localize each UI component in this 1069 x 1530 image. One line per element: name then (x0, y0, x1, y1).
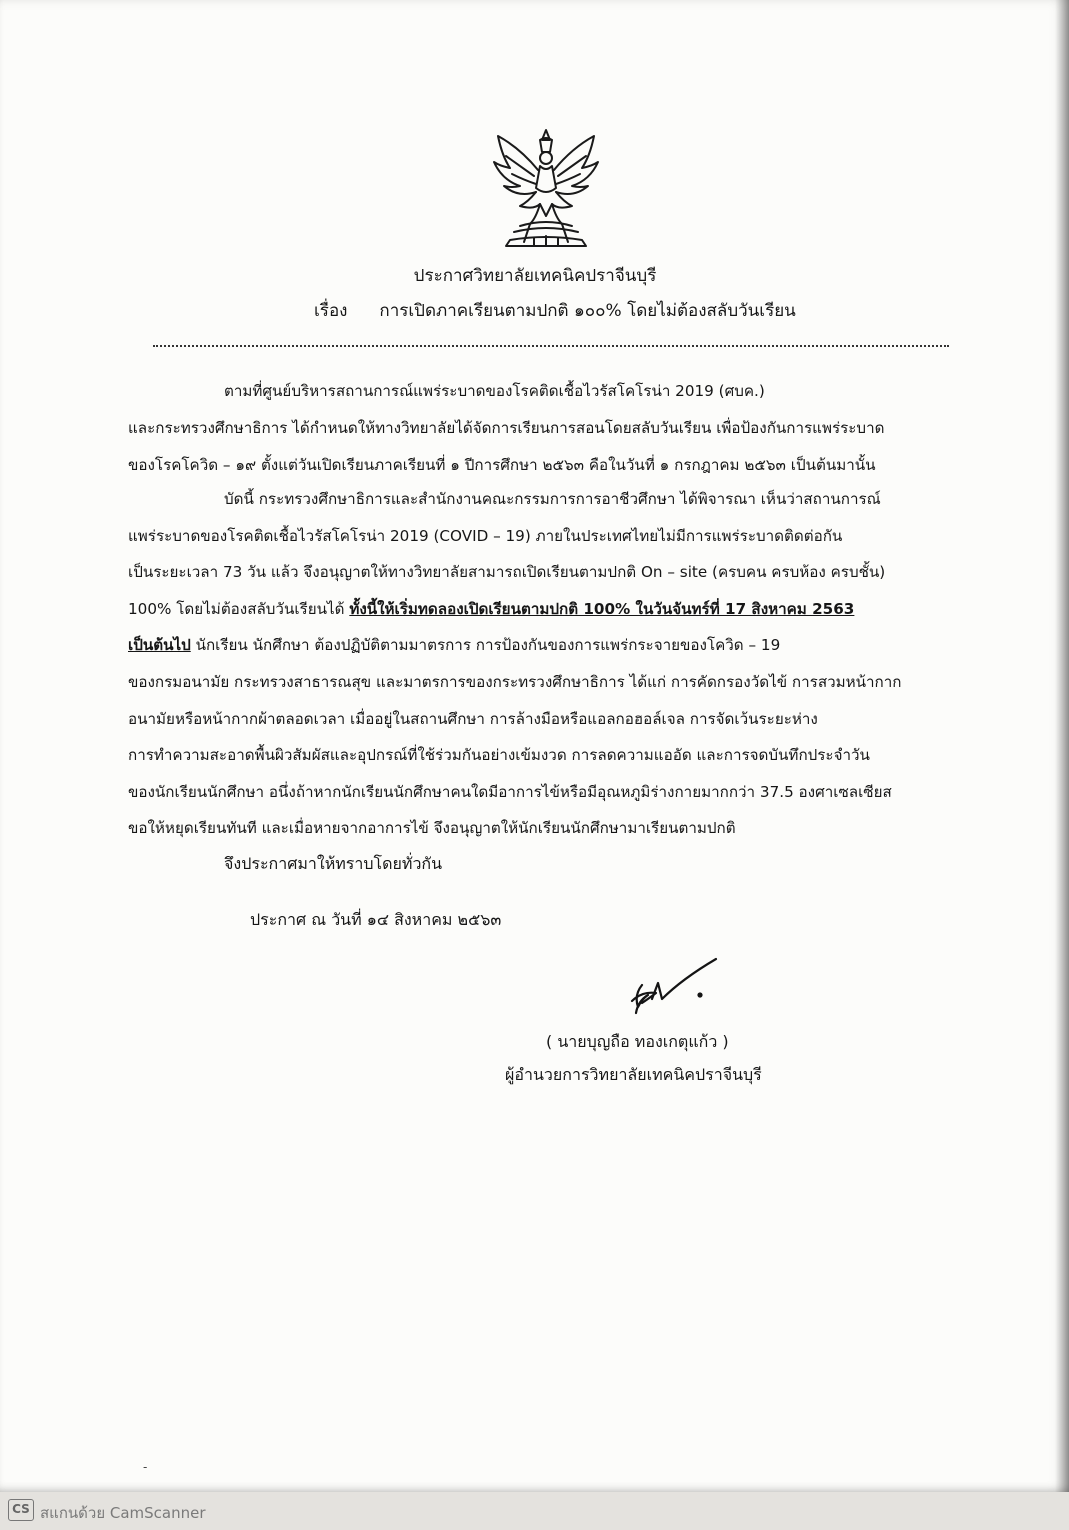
emphasized-onward: เป็นต้นไป (128, 636, 191, 655)
paragraph-announcement (128, 481, 901, 847)
camscanner-logo-icon: CS (8, 1499, 34, 1521)
paragraph-line: ขอให้หยุดเรียนทันที และเมื่อหายจากอาการไข้ จึงอนุญาตให้นักเรียนนักศึกษามาเรียนตามปกติ (128, 819, 736, 838)
paragraph-line: อนามัยหรือหน้ากากผ้าตลอดเวลา เมื่ออยู่ในสถานศึกษา การล้างมือหรือแอลกอฮอล์เจล การจัดเว้นระยะห่าง (128, 709, 818, 728)
signer-title: ผู้อำนวยการวิทยาลัยเทคนิคปราจีนบุรี (505, 1065, 762, 1084)
subject-line (314, 297, 796, 324)
dotted-divider (153, 345, 949, 347)
closing-statement: จึงประกาศมาให้ทราบโดยทั่วกัน (224, 854, 443, 873)
paragraph-line: เป็นระยะเวลา 73 วัน แล้ว จึงอนุญาตให้ทางวิทยาลัยสามารถเปิดเรียนตามปกติ On – site (ครบคน ครบห้อง ครบชั้น) (128, 563, 886, 582)
paragraph-line: ของกรมอนามัย กระทรวงสาธารณสุข และมาตรการของกระทรวงศึกษาธิการ ได้แก่ การคัดกรองวัดไข้ การสวมหน้ากาก (128, 672, 902, 691)
paragraph-line: แพร่ระบาดของโรคติดเชื้อไวรัสโคโรน่า 2019 (COVID – 19) ภายในประเทศไทยไม่มีการแพร่ระบาดติดต่อกัน (128, 526, 843, 545)
paragraph-line: ของนักเรียนนักศึกษา อนึ่งถ้าหากนักเรียนนักศึกษาคนใดมีอาการไข้หรือมีอุณหภูมิร่างกายมากกว่า 37.5 องศาเซลเซียส (128, 782, 892, 801)
announcement-date: ประกาศ ณ วันที่ ๑๔ สิงหาคม ๒๕๖๓ (250, 910, 502, 929)
paragraph-line: และกระทรวงศึกษาธิการ ได้กำหนดให้ทางวิทยาลัยได้จัดการเรียนการสอนโดยสลับวันเรียน เพื่อป้องกันการแพร่ระบาด (128, 419, 885, 437)
paragraph-line: บัดนี้ กระทรวงศึกษาธิการและสำนักงานคณะกรรมการการอาชีวศึกษา ได้พิจารณา เห็นว่าสถานการณ์ (224, 490, 881, 508)
paragraph-line: การทำความสะอาดพื้นผิวสัมผัสและอุปกรณ์ที่ใช้ร่วมกันอย่างเข้มงวด การลดความแออัด และการจดบันทึกประจำวัน (128, 746, 870, 765)
paragraph-background (128, 373, 884, 484)
signer-name: ( นายบุญถือ ทองเกตุแก้ว ) (546, 1032, 729, 1051)
paragraph-line: ของโรคโควิด – ๑๙ ตั้งแต่วันเปิดเรียนภาคเรียนที่ ๑ ปีการศึกษา ๒๕๖๓ คือในวันที่ ๑ กรกฎาคม ๒๕๖๓ เป็นต้นมานั้น (128, 456, 876, 474)
garuda-emblem-icon (490, 126, 602, 250)
scan-speck: - (143, 1460, 148, 1474)
announcement-title: ประกาศวิทยาลัยเทคนิคปราจีนบุรี (413, 266, 657, 286)
handwritten-signature-icon (612, 955, 732, 1025)
paragraph-text: 100% โดยไม่ต้องสลับวันเรียนได้ (128, 599, 350, 618)
paragraph-text: นักเรียน นักศึกษา ต้องปฏิบัติตามมาตรการ การป้องกันของการแพร่กระจายของโควิด – 19 (190, 636, 781, 655)
emphasized-start-date: ทั้งนี้ให้เริ่มทดลองเปิดเรียนตามปกติ 100% ในวันจันทร์ที่ 17 สิงหาคม 2563 (349, 599, 855, 618)
paragraph-line (128, 591, 901, 628)
paragraph-line: ตามที่ศูนย์บริหารสถานการณ์แพร่ระบาดของโรคติดเชื้อไวรัสโคโรน่า 2019 (ศบค.) (224, 382, 765, 400)
scanner-watermark-bar (0, 1492, 1069, 1530)
camscanner-watermark: สแกนด้วย CamScanner (40, 1504, 206, 1522)
subject-label: เรื่อง (314, 301, 348, 321)
paragraph-line (128, 627, 901, 664)
subject-text: การเปิดภาคเรียนตามปกติ ๑๐๐% โดยไม่ต้องสลับวันเรียน (379, 301, 796, 321)
